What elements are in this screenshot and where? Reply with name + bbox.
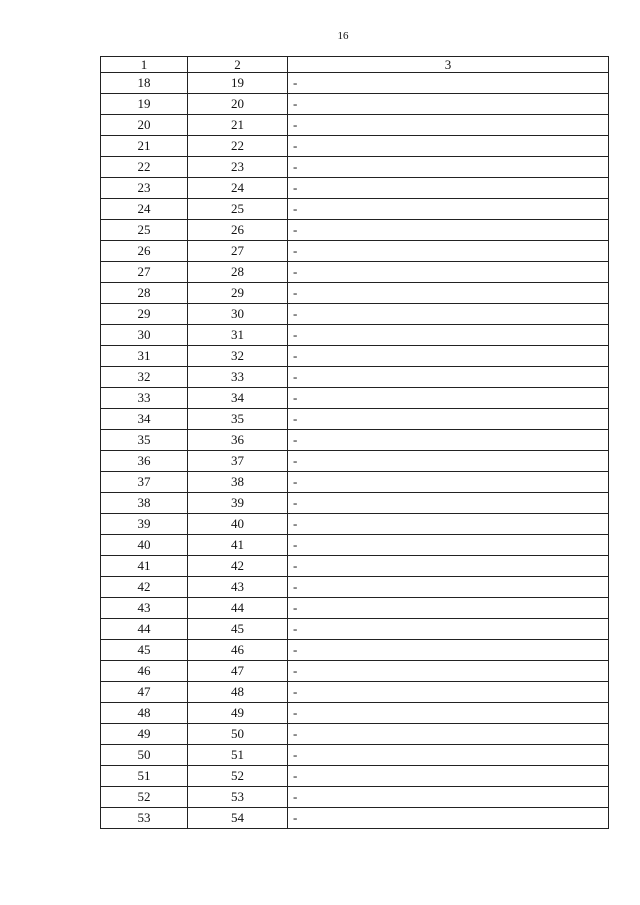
table-cell-col2: 52: [188, 766, 288, 787]
table-cell-col2: 44: [188, 598, 288, 619]
table-cell-col3: -: [288, 388, 609, 409]
table-cell-col2: 33: [188, 367, 288, 388]
table-row: [101, 94, 609, 115]
table-row: [101, 451, 609, 472]
table-cell-col1: 53: [101, 808, 188, 829]
table-cell-col2: 45: [188, 619, 288, 640]
table-row: [101, 73, 609, 94]
table-cell-col1: 34: [101, 409, 188, 430]
table-cell-col3: -: [288, 787, 609, 808]
table-cell-col1: 44: [101, 619, 188, 640]
table-row: [101, 682, 609, 703]
table-row: [101, 787, 609, 808]
table-row: [101, 808, 609, 829]
table-cell-col1: 30: [101, 325, 188, 346]
table-cell-col1: 45: [101, 640, 188, 661]
table-cell-col2: 19: [188, 73, 288, 94]
table-cell-col3: -: [288, 325, 609, 346]
table-cell-col2: 49: [188, 703, 288, 724]
table-row: [101, 598, 609, 619]
table-row: [101, 703, 609, 724]
table-cell-col1: 42: [101, 577, 188, 598]
table-cell-col1: 52: [101, 787, 188, 808]
table-cell-col1: 35: [101, 430, 188, 451]
table-cell-col2: 41: [188, 535, 288, 556]
table-cell-col1: 39: [101, 514, 188, 535]
table-cell-col3: -: [288, 304, 609, 325]
table-row: [101, 388, 609, 409]
table-cell-col1: 41: [101, 556, 188, 577]
table-row: [101, 514, 609, 535]
table-cell-col3: -: [288, 283, 609, 304]
table-cell-col3: -: [288, 157, 609, 178]
table-row: [101, 367, 609, 388]
table-cell-col1: 22: [101, 157, 188, 178]
table-cell-col1: 46: [101, 661, 188, 682]
table-row: [101, 745, 609, 766]
table-cell-col2: 32: [188, 346, 288, 367]
table-cell-col3: -: [288, 472, 609, 493]
table-row: [101, 472, 609, 493]
table-cell-col2: 53: [188, 787, 288, 808]
table-cell-col1: 19: [101, 94, 188, 115]
table-cell-col2: 51: [188, 745, 288, 766]
table-row: [101, 556, 609, 577]
table-body: [101, 73, 609, 829]
column-header-3: 3: [288, 57, 609, 73]
table-cell-col1: 47: [101, 682, 188, 703]
table-cell-col1: 49: [101, 724, 188, 745]
table-row: [101, 178, 609, 199]
table-row: [101, 619, 609, 640]
table-cell-col1: 51: [101, 766, 188, 787]
table-cell-col2: 23: [188, 157, 288, 178]
table-cell-col3: -: [288, 262, 609, 283]
table-cell-col1: 26: [101, 241, 188, 262]
table-cell-col2: 25: [188, 199, 288, 220]
table-cell-col3: -: [288, 619, 609, 640]
table-cell-col2: 48: [188, 682, 288, 703]
table-cell-col3: -: [288, 493, 609, 514]
table-cell-col3: -: [288, 199, 609, 220]
table-header-row: [101, 57, 609, 73]
table-cell-col2: 30: [188, 304, 288, 325]
table-row: [101, 241, 609, 262]
table-row: [101, 304, 609, 325]
table-row: [101, 661, 609, 682]
table-row: [101, 220, 609, 241]
table-row: [101, 724, 609, 745]
table-row: [101, 640, 609, 661]
column-header-1: 1: [101, 57, 188, 73]
table-cell-col1: 48: [101, 703, 188, 724]
table-cell-col2: 46: [188, 640, 288, 661]
table-cell-col2: 29: [188, 283, 288, 304]
table-cell-col1: 21: [101, 136, 188, 157]
table-cell-col2: 36: [188, 430, 288, 451]
table-cell-col1: 24: [101, 199, 188, 220]
table-cell-col1: 37: [101, 472, 188, 493]
table-cell-col3: -: [288, 346, 609, 367]
table-cell-col2: 31: [188, 325, 288, 346]
table-cell-col2: 34: [188, 388, 288, 409]
page-number: 16: [337, 30, 349, 42]
table-cell-col3: -: [288, 409, 609, 430]
table-cell-col1: 31: [101, 346, 188, 367]
table-cell-col3: -: [288, 808, 609, 829]
table-cell-col3: -: [288, 661, 609, 682]
table-row: [101, 157, 609, 178]
table-cell-col2: 37: [188, 451, 288, 472]
table-cell-col1: 43: [101, 598, 188, 619]
column-header-2: 2: [188, 57, 288, 73]
table-cell-col2: 24: [188, 178, 288, 199]
table-cell-col1: 50: [101, 745, 188, 766]
table-cell-col2: 20: [188, 94, 288, 115]
table-cell-col3: -: [288, 367, 609, 388]
table-cell-col3: -: [288, 451, 609, 472]
table-row: [101, 346, 609, 367]
table-cell-col3: -: [288, 535, 609, 556]
table-cell-col3: -: [288, 220, 609, 241]
table-cell-col3: -: [288, 136, 609, 157]
table-cell-col2: 22: [188, 136, 288, 157]
table-cell-col2: 26: [188, 220, 288, 241]
table-row: [101, 430, 609, 451]
table-cell-col3: -: [288, 745, 609, 766]
table-row: [101, 136, 609, 157]
table-cell-col1: 27: [101, 262, 188, 283]
table-cell-col2: 40: [188, 514, 288, 535]
table-cell-col1: 36: [101, 451, 188, 472]
table-cell-col2: 27: [188, 241, 288, 262]
table-row: [101, 115, 609, 136]
table-cell-col3: -: [288, 598, 609, 619]
table-cell-col3: -: [288, 682, 609, 703]
table-cell-col1: 28: [101, 283, 188, 304]
table-cell-col3: -: [288, 766, 609, 787]
table-cell-col2: 47: [188, 661, 288, 682]
table-cell-col1: 29: [101, 304, 188, 325]
table-cell-col1: 38: [101, 493, 188, 514]
table-cell-col3: -: [288, 556, 609, 577]
table-cell-col3: -: [288, 577, 609, 598]
table-cell-col2: 28: [188, 262, 288, 283]
table-cell-col3: -: [288, 514, 609, 535]
table-cell-col3: -: [288, 724, 609, 745]
table-cell-col1: 20: [101, 115, 188, 136]
table-cell-col2: 21: [188, 115, 288, 136]
table-cell-col3: -: [288, 640, 609, 661]
table-cell-col2: 54: [188, 808, 288, 829]
table-cell-col3: -: [288, 115, 609, 136]
table-cell-col2: 50: [188, 724, 288, 745]
table-cell-col1: 18: [101, 73, 188, 94]
table-cell-col3: -: [288, 241, 609, 262]
table-row: [101, 535, 609, 556]
table-cell-col2: 42: [188, 556, 288, 577]
table-cell-col2: 35: [188, 409, 288, 430]
table-cell-col2: 39: [188, 493, 288, 514]
table-row: [101, 325, 609, 346]
table-row: [101, 409, 609, 430]
table-cell-col3: -: [288, 430, 609, 451]
table-row: [101, 577, 609, 598]
table-cell-col3: -: [288, 703, 609, 724]
table-cell-col1: 23: [101, 178, 188, 199]
table-row: [101, 199, 609, 220]
data-table: [100, 56, 609, 829]
table-row: [101, 283, 609, 304]
table-cell-col3: -: [288, 73, 609, 94]
table-row: [101, 766, 609, 787]
table-cell-col1: 32: [101, 367, 188, 388]
table-cell-col1: 33: [101, 388, 188, 409]
table-row: [101, 493, 609, 514]
table-cell-col2: 43: [188, 577, 288, 598]
table-cell-col1: 40: [101, 535, 188, 556]
table-cell-col3: -: [288, 178, 609, 199]
table-row: [101, 262, 609, 283]
table-cell-col1: 25: [101, 220, 188, 241]
table-cell-col2: 38: [188, 472, 288, 493]
table-cell-col3: -: [288, 94, 609, 115]
